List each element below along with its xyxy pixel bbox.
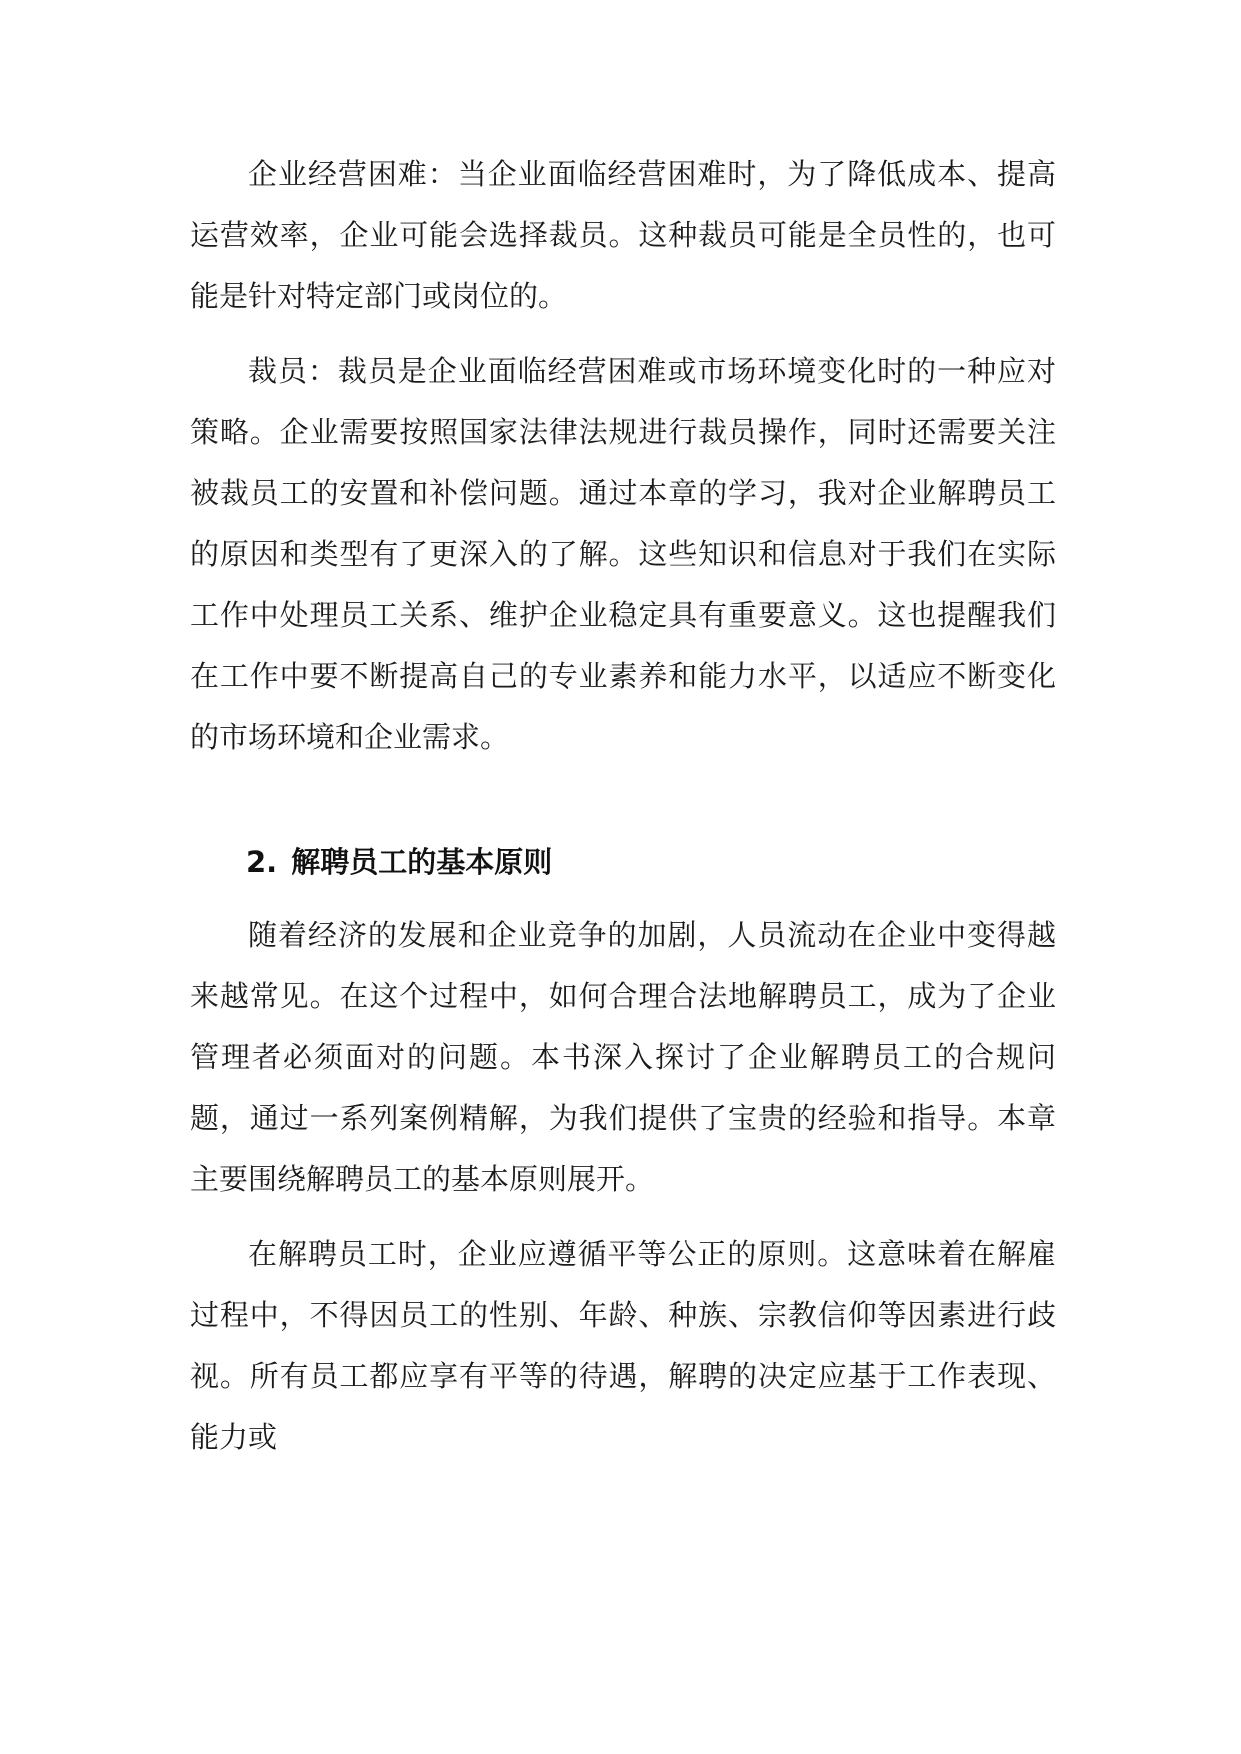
- paragraph-intro-principles: 随着经济的发展和企业竞争的加剧，人员流动在企业中变得越来越常见。在这个过程中，如何合理合法地解聘员工，成为了企业管理者必须面对的问题。本书深入探讨了企业解聘员工的合规问题，通过一系列案例精解，为我们提供了宝贵的经验和指导。本章主要围绕解聘员工的基本原则展开。: [190, 918, 1056, 1196]
- paragraph-business-difficulty: 企业经营困难：当企业面临经营困难时，为了降低成本、提高运营效率，企业可能会选择裁员。这种裁员可能是全员性的，也可能是针对特定部门或岗位的。: [190, 157, 1056, 313]
- section-number: 2.: [246, 845, 278, 879]
- section-heading: [190, 832, 1056, 893]
- paragraph-equality-principle: 在解聘员工时，企业应遵循平等公正的原则。这意味着在解雇过程中，不得因员工的性别、年龄、种族、宗教信仰等因素进行歧视。所有员工都应享有平等的待遇，解聘的决定应基于工作表现、能力或: [190, 1237, 1056, 1454]
- section-title: 解聘员工的基本原则: [291, 845, 553, 879]
- paragraph-layoffs: 裁员：裁员是企业面临经营困难或市场环境变化时的一种应对策略。企业需要按照国家法律法规进行裁员操作，同时还需要关注被裁员工的安置和补偿问题。通过本章的学习，我对企业解聘员工的原因和类型有了更深入的了解。这些知识和信息对于我们在实际工作中处理员工关系、维护企业稳定具有重要意义。这也提醒我们在工作中要不断提高自己的专业素养和能力水平，以适应不断变化的市场环境和企业需求。: [190, 354, 1056, 754]
- document-page: [190, 144, 1056, 1468]
